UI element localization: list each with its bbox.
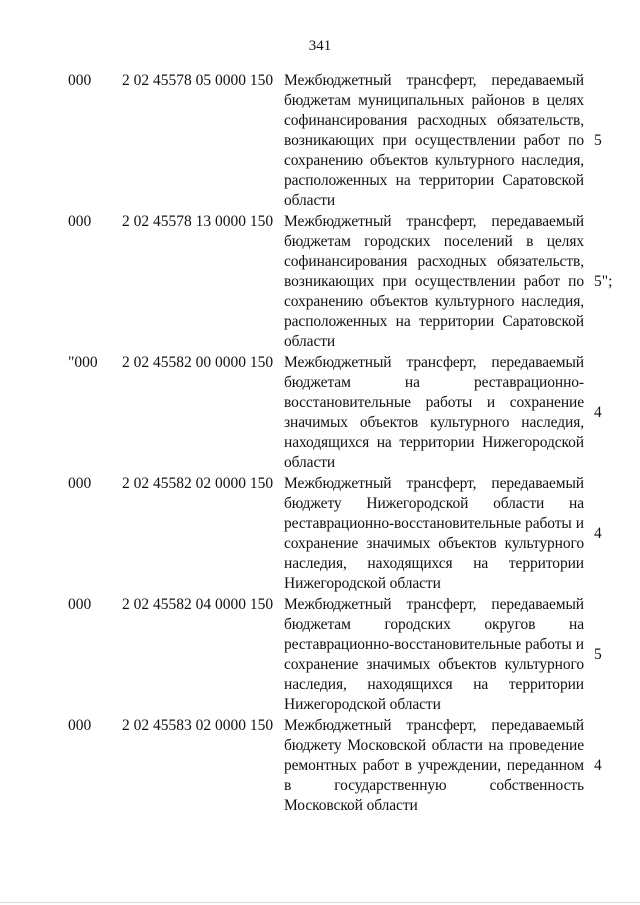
norm-value: 5"; xyxy=(594,273,613,290)
admin-code: 000 xyxy=(68,596,92,613)
admin-code: 000 xyxy=(68,72,92,89)
table-row xyxy=(0,716,640,816)
budget-classification-code: 2 02 45582 02 0000 150 xyxy=(122,475,274,492)
revenue-name: Межбюджетный трансферт, передаваемый бюджету Московской области на проведение ремонтных работ в учреждении, переданном в государственную собственность Московской области xyxy=(284,717,584,814)
table-row xyxy=(0,474,640,594)
page-number: 341 xyxy=(308,38,332,54)
budget-classification-code: 2 02 45578 05 0000 150 xyxy=(122,72,274,89)
revenue-name: Межбюджетный трансферт, передаваемый бюджетам городских округов на реставрационно-восстановительные работы и сохранение значимых объектов культурного наследия, находящихся на территории Нижегородской области xyxy=(284,596,584,713)
table-row xyxy=(0,595,640,715)
revenue-name: Межбюджетный трансферт, передаваемый бюджетам муниципальных районов в целях софинансирования расходных обязательств, возникающих при осуществлении работ по сохранению объектов культурного наследия, расположенных на территории Саратовской области xyxy=(284,72,584,209)
budget-classification-code: 2 02 45583 02 0000 150 xyxy=(122,717,274,734)
admin-code: "000 xyxy=(68,354,98,371)
budget-classification-code: 2 02 45582 04 0000 150 xyxy=(122,596,274,613)
page-bottom-edge xyxy=(0,902,640,903)
revenue-name: Межбюджетный трансферт, передаваемый бюджетам на реставрационно-восстановительные работы и сохранение значимых объектов культурного наследия, находящихся на территории Нижегородской области xyxy=(284,354,584,471)
norm-value: 4 xyxy=(594,404,602,421)
table-row xyxy=(0,353,640,473)
table-row xyxy=(0,71,640,211)
admin-code: 000 xyxy=(68,475,92,492)
budget-code-table xyxy=(0,71,640,816)
revenue-name: Межбюджетный трансферт, передаваемый бюджету Нижегородской области на реставрационно-восстановительные работы и сохранение значимых объектов культурного наследия, находящихся на территории Нижегородской области xyxy=(284,475,584,592)
budget-classification-code: 2 02 45582 00 0000 150 xyxy=(122,354,274,371)
norm-value: 4 xyxy=(594,757,602,774)
revenue-name: Межбюджетный трансферт, передаваемый бюджетам городских поселений в целях софинансирования расходных обязательств, возникающих при осуществлении работ по сохранению объектов культурного наследия, расположенных на территории Саратовской области xyxy=(284,213,584,350)
admin-code: 000 xyxy=(68,213,92,230)
norm-value: 4 xyxy=(594,525,602,542)
table-row xyxy=(0,212,640,352)
norm-value: 5 xyxy=(594,646,602,663)
admin-code: 000 xyxy=(68,717,92,734)
budget-classification-code: 2 02 45578 13 0000 150 xyxy=(122,213,274,230)
norm-value: 5 xyxy=(594,132,602,149)
